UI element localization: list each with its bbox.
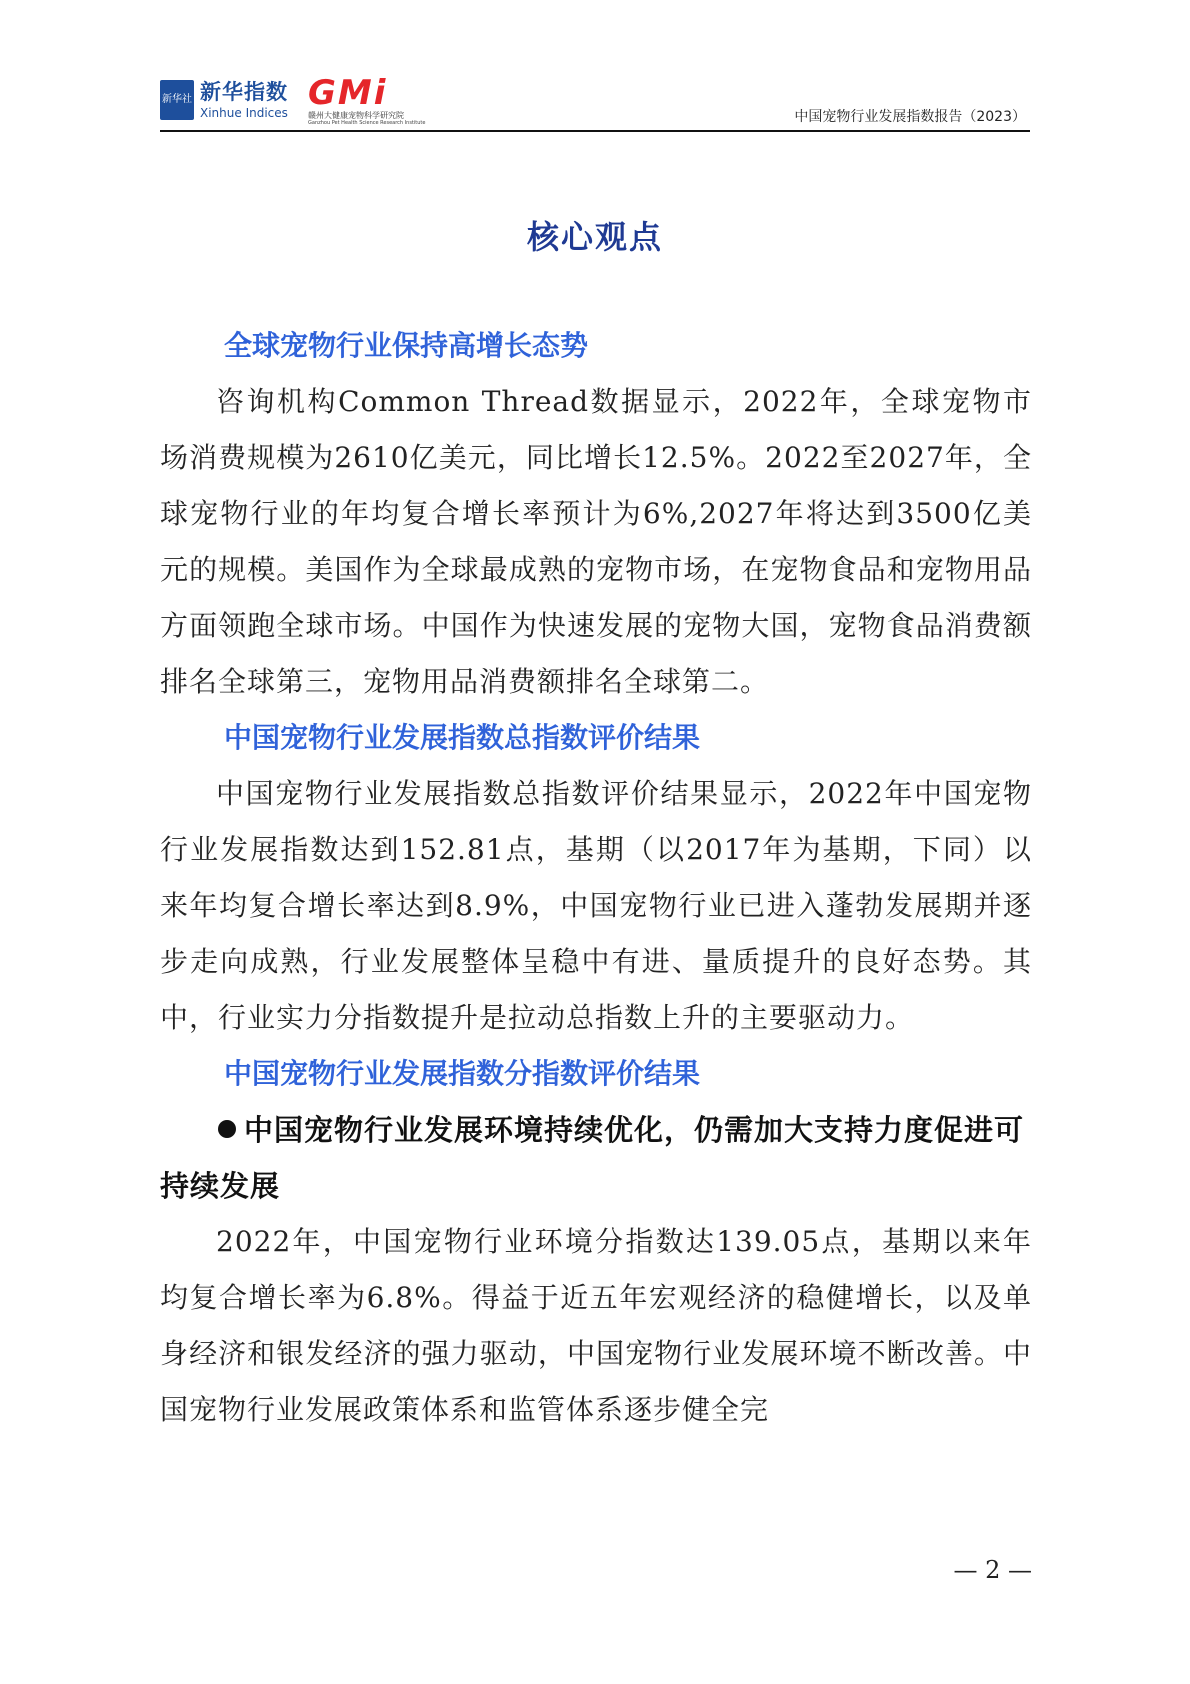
xinhua-logo [160, 80, 288, 120]
section-paragraph: 2022年，中国宠物行业环境分指数达139.05点，基期以来年均复合增长率为6.8%。得益于近五年宏观经济的稳健增长，以及单身经济和银发经济的强力驱动，中国宠物行业发展环境不断改善。中国宠物行业发展政策体系和监管体系逐步健全完 [160, 1225, 1032, 1426]
xinhua-logo-icon: 新华社 [160, 80, 194, 120]
section-paragraph: 咨询机构Common Thread数据显示，2022年，全球宠物市场消费规模为2610亿美元，同比增长12.5%。2022至2027年，全球宠物行业的年均复合增长率预计为6%,2027年将达到3500亿美元的规模。美国作为全球最成熟的宠物市场，在宠物食品和宠物用品方面领跑全球市场。中国作为快速发展的宠物大国，宠物食品消费额排名全球第三，宠物用品消费额排名全球第二。 [160, 385, 1032, 698]
page-header [160, 74, 1030, 132]
gmi-logo-mark: GMi [308, 73, 388, 113]
main-content [160, 318, 1032, 1438]
bullet-text: 中国宠物行业发展环境持续优化，仍需加大支持力度促进可持续发展 [160, 1113, 1025, 1203]
page-number: — 2 — [953, 1556, 1032, 1584]
section-heading: 中国宠物行业发展指数分指数评价结果 [224, 1057, 701, 1090]
bullet-point [160, 1102, 1032, 1214]
section-paragraph: 中国宠物行业发展指数总指数评价结果显示，2022年中国宠物行业发展指数达到152.81点，基期（以2017年为基期，下同）以来年均复合增长率达到8.9%，中国宠物行业已进入蓬勃发展期并逐步走向成熟，行业发展整体呈稳中有进、量质提升的良好态势。其中，行业实力分指数提升是拉动总指数上升的主要驱动力。 [160, 777, 1032, 1034]
gmi-logo-en: Ganzhou Pet Health Science Research Institute [308, 120, 426, 126]
section-heading: 全球宠物行业保持高增长态势 [224, 329, 589, 362]
page-title: 核心观点 [526, 218, 663, 256]
xinhua-logo-cn: 新华指数 [200, 79, 288, 104]
gmi-logo [308, 73, 426, 127]
xinhua-logo-en: Xinhue Indices [200, 105, 288, 120]
section-heading: 中国宠物行业发展指数总指数评价结果 [224, 721, 701, 754]
bullet-icon [218, 1120, 236, 1138]
report-title: 中国宠物行业发展指数报告（2023） [794, 109, 1026, 125]
gmi-logo-cn: 赣州大健康宠物科学研究院 [308, 111, 404, 120]
